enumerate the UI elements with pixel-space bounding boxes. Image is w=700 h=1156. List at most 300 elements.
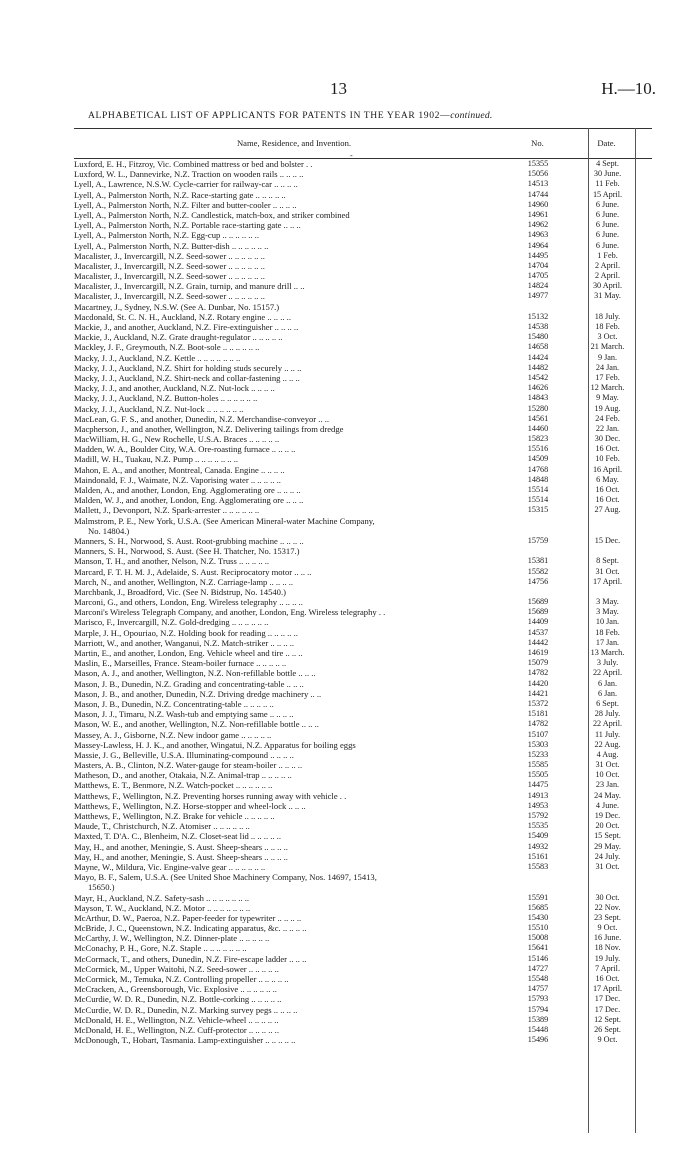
patent-number: 15823 [527,434,549,444]
entry-name [74,291,510,301]
entry-text: Mason, J. B., and another, Dunedin, N.Z. Driving dredge machinery .. .. [74,688,322,699]
entry-name [74,373,510,383]
entry-text: Malmstrom, P. E., New York, U.S.A. (See American Mineral-water Machine Company, [74,515,375,526]
patent-number: 15585 [527,760,549,770]
table-row [74,607,652,617]
table-row [74,434,652,444]
patent-date: 4 Aug. [596,749,619,759]
entry-text: Macalister, J., Invercargill, N.Z. Seed-sower .. .. .. .. .. .. [74,291,265,302]
entry-text: Madden, W. A., Boulder City, W.A. Ore-roasting furnace .. .. .. .. [74,444,296,455]
patent-date: 3 May. [596,607,619,617]
entry-name [74,842,510,852]
entry-text: Macky, J. J., Auckland, N.Z. Nut-lock .. .. .. .. .. .. [74,403,244,414]
patent-number: 14953 [527,800,549,810]
table-row [74,923,652,933]
patent-number: 14727 [527,963,549,973]
patent-number: 15510 [527,923,549,933]
entry-text: Massey, A. J., Gisborne, N.Z. New indoor game .. .. .. .. .. [74,729,272,740]
table-row [74,668,652,678]
entry-text: Mason, J. B., Dunedin, N.Z. Grading and concentrating-table .. .. .. [74,678,304,689]
entry-name [74,1005,510,1015]
entry-name [74,770,510,780]
patent-date: 8 Sept. [596,556,619,566]
entry-name [74,597,510,607]
patent-number: 14756 [527,576,549,586]
patent-date: 28 July. [594,709,621,719]
entry-text: Lyell, A., Palmerston North, N.Z. Race-starting gate .. .. .. .. .. [74,189,286,200]
page-header [0,79,700,103]
patent-date: 9 Oct. [597,923,618,933]
table-row [74,261,652,271]
patent-date: 10 Oct. [595,770,620,780]
table-row [74,1015,652,1025]
patent-number: 14509 [527,454,549,464]
entry-text: Macky, J. J., Auckland, N.Z. Shirt for holding studs securely .. .. .. [74,362,302,373]
entry-name [74,638,510,648]
entry-text: McCormick, M., Temuka, N.Z. Controlling propeller .. .. .. .. .. [74,974,289,985]
entry-name [74,903,510,913]
patent-date: 22 April. [592,719,623,729]
patent-number: 15430 [527,912,549,922]
patent-date: 24 July. [594,851,621,861]
entry-name [74,567,510,577]
entry-text: Matthews, F., Wellington, N.Z. Horse-stopper and wheel-lock .. .. .. [74,800,306,811]
entry-name [74,964,510,974]
patent-number: 15315 [527,505,549,515]
patent-number: 15355 [527,159,549,168]
patent-date: 30 Dec. [594,434,621,444]
entry-name [74,454,510,464]
entry-text: Mayo, B. F., Salem, U.S.A. (See United Shoe Machinery Company, Nos. 14697, 15413, [74,872,377,883]
table-row [74,210,652,220]
patent-date: 9 Oct. [597,1035,618,1045]
table-row [74,495,652,505]
entry-name [74,668,510,678]
entry-text: Mayson, T. W., Auckland, N.Z. Motor .. .. .. .. .. .. .. [74,902,251,913]
table-row [74,638,652,648]
entry-text: MacWilliam, H. G., New Rochelle, U.S.A. Braces .. .. .. .. .. [74,434,280,445]
entry-name [74,1025,510,1035]
entry-text: Manners, S. H., Norwood, S. Aust. (See H. Thatcher, No. 15317.) [74,546,300,557]
patent-number: 14782 [527,668,549,678]
page-number: 13 [330,79,347,98]
patent-number: 14442 [527,637,549,647]
patent-number: 14782 [527,719,549,729]
entry-name [74,730,510,740]
table-row [74,893,652,903]
patent-date: 3 July. [596,658,619,668]
patent-date: 12 Sept. [594,1014,621,1024]
entry-text: Mahon, E. A., and another, Montreal, Canada. Engine .. .. .. .. [74,464,285,475]
document-reference: H.—10. [601,79,656,98]
patent-number: 15409 [527,831,549,841]
table-row [74,862,652,872]
entry-name [74,1035,510,1045]
entry-name [74,791,510,801]
entry-name [74,994,510,1004]
entry-text: May, H., and another, Meningie, S. Aust. Sheep-shears .. .. .. .. [74,851,288,862]
entry-name [74,943,510,953]
patent-number: 14705 [527,271,549,281]
patent-date: 22 Jan. [595,423,620,433]
entry-text: McArthur, D. W., Paeroa, N.Z. Paper-feeder for typewriter .. .. .. .. [74,912,302,923]
entry-name [74,169,510,179]
patent-number: 14768 [527,464,549,474]
entry-name [74,251,510,261]
patent-date: 2 April. [594,260,621,270]
table-row [74,699,652,709]
patent-number: 14932 [527,841,549,851]
entry-name [74,516,510,536]
entry-name [74,210,510,220]
patent-date: 2 April. [594,271,621,281]
patent-number: 15132 [527,311,549,321]
entry-name [74,475,510,485]
patent-date: 4 Sept. [596,159,619,168]
entry-text: Mackie, J., and another, Auckland, N.Z. Fire-extinguisher .. .. .. .. [74,322,299,332]
patent-number: 15689 [527,607,549,617]
patent-date: 7 April. [594,963,621,973]
table-row [74,485,652,495]
entry-name [74,954,510,964]
patent-number: 14963 [527,230,549,240]
divider-mark: - [350,151,353,160]
entry-text: Martin, E., and another, London, Eng. Vehicle wheel and tire .. .. .. [74,648,303,659]
entry-continuation: 15650.) [88,882,115,893]
table-row [74,811,652,821]
entry-name [74,271,510,281]
entry-name [74,893,510,903]
patent-number: 15480 [527,332,549,342]
entry-name [74,648,510,658]
patent-date: 6 June. [595,199,620,209]
patent-date: 18 Feb. [595,627,620,637]
page-title [88,110,648,121]
patent-number: 14482 [527,362,549,372]
entry-text: Mayne, W., Mildura, Vic. Engine-valve gear .. .. .. .. .. .. [74,861,266,872]
entry-text: Malden, W. J., and another, London, Eng. Agglomerating ore .. .. .. [74,495,304,506]
patent-date: 16 Oct. [595,495,620,505]
table-row [74,414,652,424]
table-row [74,1035,652,1045]
patent-number: 15582 [527,566,549,576]
patent-date: 6 Sept. [596,698,619,708]
table-row [74,577,652,587]
patent-date: 15 April. [592,189,623,199]
table-row [74,719,652,729]
table-row [74,169,652,179]
table-row [74,1005,652,1015]
entry-name [74,699,510,709]
entry-name [74,913,510,923]
entry-name [74,852,510,862]
entry-text: May, H., and another, Meningie, S. Aust. Sheep-shears .. .. .. .. [74,841,288,852]
patent-date: 4 June. [595,800,620,810]
page-title-suffix: continued. [450,110,493,121]
patent-number: 14421 [527,688,549,698]
table-row [74,780,652,790]
entry-text: Mackley, J. F., Greymouth, N.Z. Boot-sole .. .. .. .. .. .. [74,342,260,353]
table-row [74,740,652,750]
patent-number: 15535 [527,821,549,831]
entry-text: Lyell, A., Palmerston North, N.Z. Butter-dish .. .. .. .. .. .. [74,240,269,251]
entry-text: Maxted, T. D'A. C., Blenheim, N.Z. Closet-seat lid .. .. .. .. .. [74,831,281,842]
entry-name [74,984,510,994]
patent-number: 14460 [527,423,549,433]
column-header-name: Name, Residence, and Invention. [236,138,352,148]
entry-name [74,740,510,750]
entry-text: Madill, W. H., Tuakau, N.Z. Pump .. .. .. .. .. .. .. [74,454,239,465]
entry-name [74,353,510,363]
patent-number: 14542 [527,372,549,382]
entry-text: McCurdie, W. D. R., Dunedin, N.Z. Bottle-corking .. .. .. .. .. [74,994,282,1005]
patent-date: 6 June. [595,220,620,230]
table-row [74,200,652,210]
entry-text: Marconi, G., and others, London, Eng. Wireless telegraphy .. .. .. .. [74,597,303,608]
table-row [74,954,652,964]
table-row [74,587,652,597]
patent-date: 1 Feb. [597,250,618,260]
entry-text: Manson, T. H., and another, Nelson, N.Z. Truss .. .. .. .. .. [74,556,270,567]
entry-name [74,780,510,790]
patent-number: 14495 [527,250,549,260]
entry-name [74,332,510,342]
entry-name [74,281,510,291]
table-row [74,546,652,556]
patent-number: 15514 [527,495,549,505]
table-row [74,994,652,1004]
entry-name [74,1015,510,1025]
entry-text: McConachy, P. H., Gore, N.Z. Staple .. .. .. .. .. .. .. [74,943,247,954]
patent-date: 24 May. [594,790,621,800]
patent-date: 30 June. [593,169,622,179]
entry-text: Luxford, E. H., Fitzroy, Vic. Combined mattress or bed and bolster . . [74,159,313,169]
entry-text: McDonald, H. E., Wellington, N.Z. Vehicle-wheel .. .. .. .. .. [74,1014,279,1025]
column-header-date: Date. [597,138,616,148]
table-header [74,128,652,159]
entry-name [74,302,510,312]
table-row [74,312,652,322]
patent-date: 6 Jan. [597,688,618,698]
table-row [74,373,652,383]
entry-name [74,342,510,352]
entry-text: MacLean, G. F. S., and another, Dunedin, N.Z. Merchandise-conveyor .. .. [74,413,330,424]
entry-name [74,933,510,943]
entry-text: Matthews, F., Wellington, N.Z. Preventing horses running away with vehicle . . [74,790,347,801]
entry-text: Lyell, A., Lawrence, N.S.W. Cycle-carrier for railway-car .. .. .. .. [74,179,298,190]
patent-number: 15448 [527,1024,549,1034]
entry-name [74,190,510,200]
entry-name [74,709,510,719]
patent-number: 15583 [527,861,549,871]
table-row [74,913,652,923]
patent-number: 15496 [527,1035,549,1045]
table-row [74,597,652,607]
entry-text: McCarthy, J. W., Wellington, N.Z. Dinner-plate .. .. .. .. .. [74,933,270,944]
patent-number: 14658 [527,342,549,352]
entry-text: Matthews, E. T., Benmore, N.Z. Watch-pocket .. .. .. .. .. .. [74,780,273,791]
patent-number: 15233 [527,749,549,759]
patent-number: 14704 [527,260,549,270]
patent-date: 31 Oct. [595,566,620,576]
entry-name [74,974,510,984]
entry-text: Mackie, J., Auckland, N.Z. Grate draught-regulator .. .. .. .. .. [74,332,283,343]
patent-date: 19 July. [594,953,621,963]
table-row [74,974,652,984]
table-row [74,190,652,200]
patent-date: 17 Dec. [594,994,621,1004]
table-row [74,241,652,251]
patent-number: 15161 [527,851,549,861]
entry-text: Macalister, J., Invercargill, N.Z. Seed-sower .. .. .. .. .. .. [74,250,265,261]
table-row [74,281,652,291]
table-row [74,770,652,780]
patent-number: 14619 [527,648,549,658]
entry-name [74,923,510,933]
patent-date: 17 April. [592,576,623,586]
patent-number: 14538 [527,322,549,331]
patent-number: 14843 [527,393,549,403]
table-row [74,617,652,627]
entry-text: Lyell, A., Palmerston North, N.Z. Portable race-starting gate .. .. .. [74,220,301,231]
entry-name [74,495,510,505]
table-row [74,964,652,974]
patent-number: 15008 [527,933,549,943]
entry-name [74,658,510,668]
patent-date: 9 May. [596,393,619,403]
entry-name [74,383,510,393]
entry-name [74,414,510,424]
patent-number: 14977 [527,291,549,301]
patent-date: 17 Jan. [595,637,620,647]
entry-name [74,821,510,831]
patent-number: 14960 [527,199,549,209]
table-row [74,159,652,169]
table-row [74,750,652,760]
table-row [74,933,652,943]
entry-name [74,577,510,587]
patent-date: 19 Aug. [594,403,621,413]
patent-date: 30 April. [592,281,623,291]
patent-number: 15689 [527,597,549,607]
entry-name [74,617,510,627]
entry-text: Lyell, A., Palmerston North, N.Z. Candlestick, match-box, and striker combined [74,209,350,220]
table-row [74,251,652,261]
entry-name [74,404,510,414]
patent-date: 9 Jan. [597,352,618,362]
entry-text: Malden, A., and another, London, Eng. Agglomerating ore .. .. .. .. [74,485,301,495]
patent-date: 11 Feb. [595,179,620,189]
patent-date: 13 March. [590,648,625,658]
patent-number: 15146 [527,953,549,963]
patent-date: 16 June. [593,933,622,943]
table-row [74,903,652,913]
patent-number: 15792 [527,811,549,821]
entry-text: Luxford, W. L., Dannevirke, N.Z. Traction on wooden rails .. .. .. .. [74,169,304,180]
patent-number: 15793 [527,994,549,1004]
patent-date: 23 Sept. [594,912,621,922]
patent-date: 16 April. [592,464,623,474]
entry-name [74,719,510,729]
entry-text: Maude, T., Christchurch, N.Z. Atomiser .. .. .. .. .. .. [74,821,250,832]
patent-date: 21 March. [590,342,625,352]
patent-date: 20 Oct. [595,821,620,831]
table-row [74,628,652,638]
entry-name [74,801,510,811]
entry-name [74,750,510,760]
entry-name [74,546,510,556]
table-row [74,648,652,658]
entry-text: Macalister, J., Invercargill, N.Z. Grain, turnip, and manure drill .. .. [74,281,305,292]
entry-text: McDonald, H. E., Wellington, N.Z. Cuff-protector .. .. .. .. .. [74,1024,279,1035]
table-row [74,567,652,577]
entry-name [74,261,510,271]
table-row [74,852,652,862]
patent-number: 14475 [527,780,549,790]
table-row [74,709,652,719]
entry-name [74,241,510,251]
entry-text: Mason, J. B., Dunedin, N.Z. Concentrating-table .. .. .. .. .. [74,698,274,709]
patent-date: 6 May. [596,474,619,484]
table-row [74,689,652,699]
entry-name [74,200,510,210]
entry-text: Marple, J. H., Opouriao, N.Z. Holding book for reading .. .. .. .. .. [74,627,298,638]
entry-name [74,179,510,189]
patent-date: 6 June. [595,209,620,219]
entry-text: McCormack, T., and others, Dunedin, N.Z. Fire-escape ladder .. .. .. [74,953,307,964]
patent-date: 22 Aug. [594,739,621,749]
entry-text: Manners, S. H., Norwood, S. Aust. Root-grubbing machine .. .. .. .. [74,535,304,546]
entry-text: Macky, J. J., Auckland, N.Z. Button-holes .. .. .. .. .. .. [74,393,258,404]
table-row [74,302,652,312]
entry-name [74,505,510,515]
patent-number: 14964 [527,240,549,250]
table-row [74,393,652,403]
entry-name [74,322,510,332]
entry-name [74,536,510,546]
table-row [74,444,652,454]
patent-number: 15056 [527,169,549,179]
entry-text: Macalister, J., Invercargill, N.Z. Seed-sower .. .. .. .. .. .. [74,271,265,282]
entry-text: Macalister, J., Invercargill, N.Z. Seed-sower .. .. .. .. .. .. [74,260,265,271]
patent-date: 27 Aug. [594,505,621,515]
entry-text: McBride, J. C., Queenstown, N.Z. Indicating apparatus, &c. .. .. .. .. [74,923,307,934]
entry-text: Mason, W. E., and another, Wellington, N.Z. Non-refillable bottle .. .. .. [74,719,319,730]
entry-name [74,444,510,454]
patent-date: 15 Dec. [594,535,621,545]
patent-date: 29 May. [594,841,621,851]
table-row [74,363,652,373]
table-row [74,730,652,740]
patent-number: 14744 [527,189,549,199]
patent-date: 10 Jan. [595,617,620,627]
table-row [74,291,652,301]
patent-date: 6 Jan. [597,678,618,688]
table-row [74,332,652,342]
entry-name [74,393,510,403]
patent-date: 17 April. [592,984,623,994]
entry-continuation: No. 14804.) [88,525,130,536]
entry-text: Marconi's Wireless Telegraph Company, and another, London, Eng. Wireless telegraphy . . [74,607,386,618]
patent-date: 26 Sept. [594,1024,621,1034]
entry-text: Macpherson, J., and another, Wellington, N.Z. Delivering tailings from dredge [74,423,344,434]
table-row [74,791,652,801]
patent-date: 11 July. [594,729,621,739]
patent-number: 14962 [527,220,549,230]
patent-date: 18 Nov. [594,943,621,953]
table-row [74,475,652,485]
patent-date: 31 Oct. [595,861,620,871]
